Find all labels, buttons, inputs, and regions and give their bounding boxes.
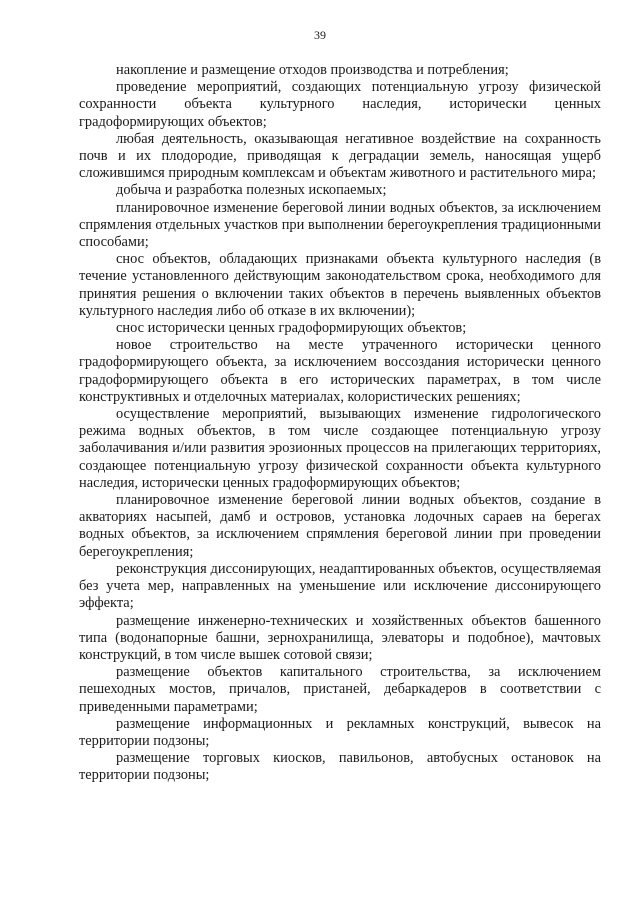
list-item: снос объектов, обладающих признаками объекта культурного наследия (в течение установленного действующим законодательством срока, необходимого для принятия решения о включении таких объектов в перечень выявленных объектов культурного наследия либо об отказе в их включении);: [79, 251, 601, 319]
list-item: планировочное изменение береговой линии водных объектов, за исключением спрямления отдельных участков при выполнении берегоукрепления традиционными способами;: [79, 199, 601, 251]
page-number: 39: [314, 28, 326, 42]
list-item: реконструкция диссонирующих, неадаптированных объектов, осуществляемая без учета мер, направленных на уменьшение или исключение диссонирующего эффекта;: [79, 560, 601, 612]
list-item: размещение торговых киосков, павильонов, автобусных остановок на территории подзоны;: [79, 750, 601, 784]
list-item: добыча и разработка полезных ископаемых;: [116, 182, 387, 199]
body-text: [79, 62, 601, 785]
list-item: любая деятельность, оказывающая негативное воздействие на сохранность почв и их плодородие, приводящая к деградации земель, наносящая ущерб сложившимся природным комплексам и объектам животного и растительного мира;: [79, 130, 601, 182]
list-item: размещение объектов капитального строительства, за исключением пешеходных мостов, причалов, пристаней, дебаркадеров в соответствии с приведенными параметрами;: [79, 664, 601, 715]
list-item: проведение мероприятий, создающих потенциальную угрозу физической сохранности объекта культурного наследия, исторически ценных градоформирующих объектов;: [79, 79, 601, 130]
list-item: снос исторически ценных градоформирующих объектов;: [116, 320, 467, 337]
list-item: планировочное изменение береговой линии водных объектов, создание в акваториях насыпей, дамб и островов, установка лодочных сараев на берегах водных объектов, за исключением спрямления береговой линии при проведении берегоукрепления;: [79, 492, 601, 560]
list-item: осуществление мероприятий, вызывающих изменение гидрологического режима водных объектов, в том числе создающее потенциальную угрозу заболачивания и/или развития эрозионных процессов на прилегающих территориях, создающее потенциальную угрозу физической сохранности объекта культурного наследия, исторически ценных градоформирующих объектов;: [79, 406, 601, 491]
list-item: новое строительство на месте утраченного исторически ценного градоформирующего объекта, за исключением воссоздания исторически ценного градоформирующего объекта в его исторических параметрах, в том числе конструктивных и отделочных материалах, колористических решениях;: [79, 337, 601, 405]
list-item: накопление и размещение отходов производства и потребления;: [116, 62, 509, 78]
list-item: размещение информационных и рекламных конструкций, вывесок на территории подзоны;: [79, 715, 601, 749]
list-item: размещение инженерно-технических и хозяйственных объектов башенного типа (водонапорные башни, зернохранилища, элеваторы и подобное), мачтовых конструкций, в том числе вышек сотовой связи;: [79, 612, 601, 663]
